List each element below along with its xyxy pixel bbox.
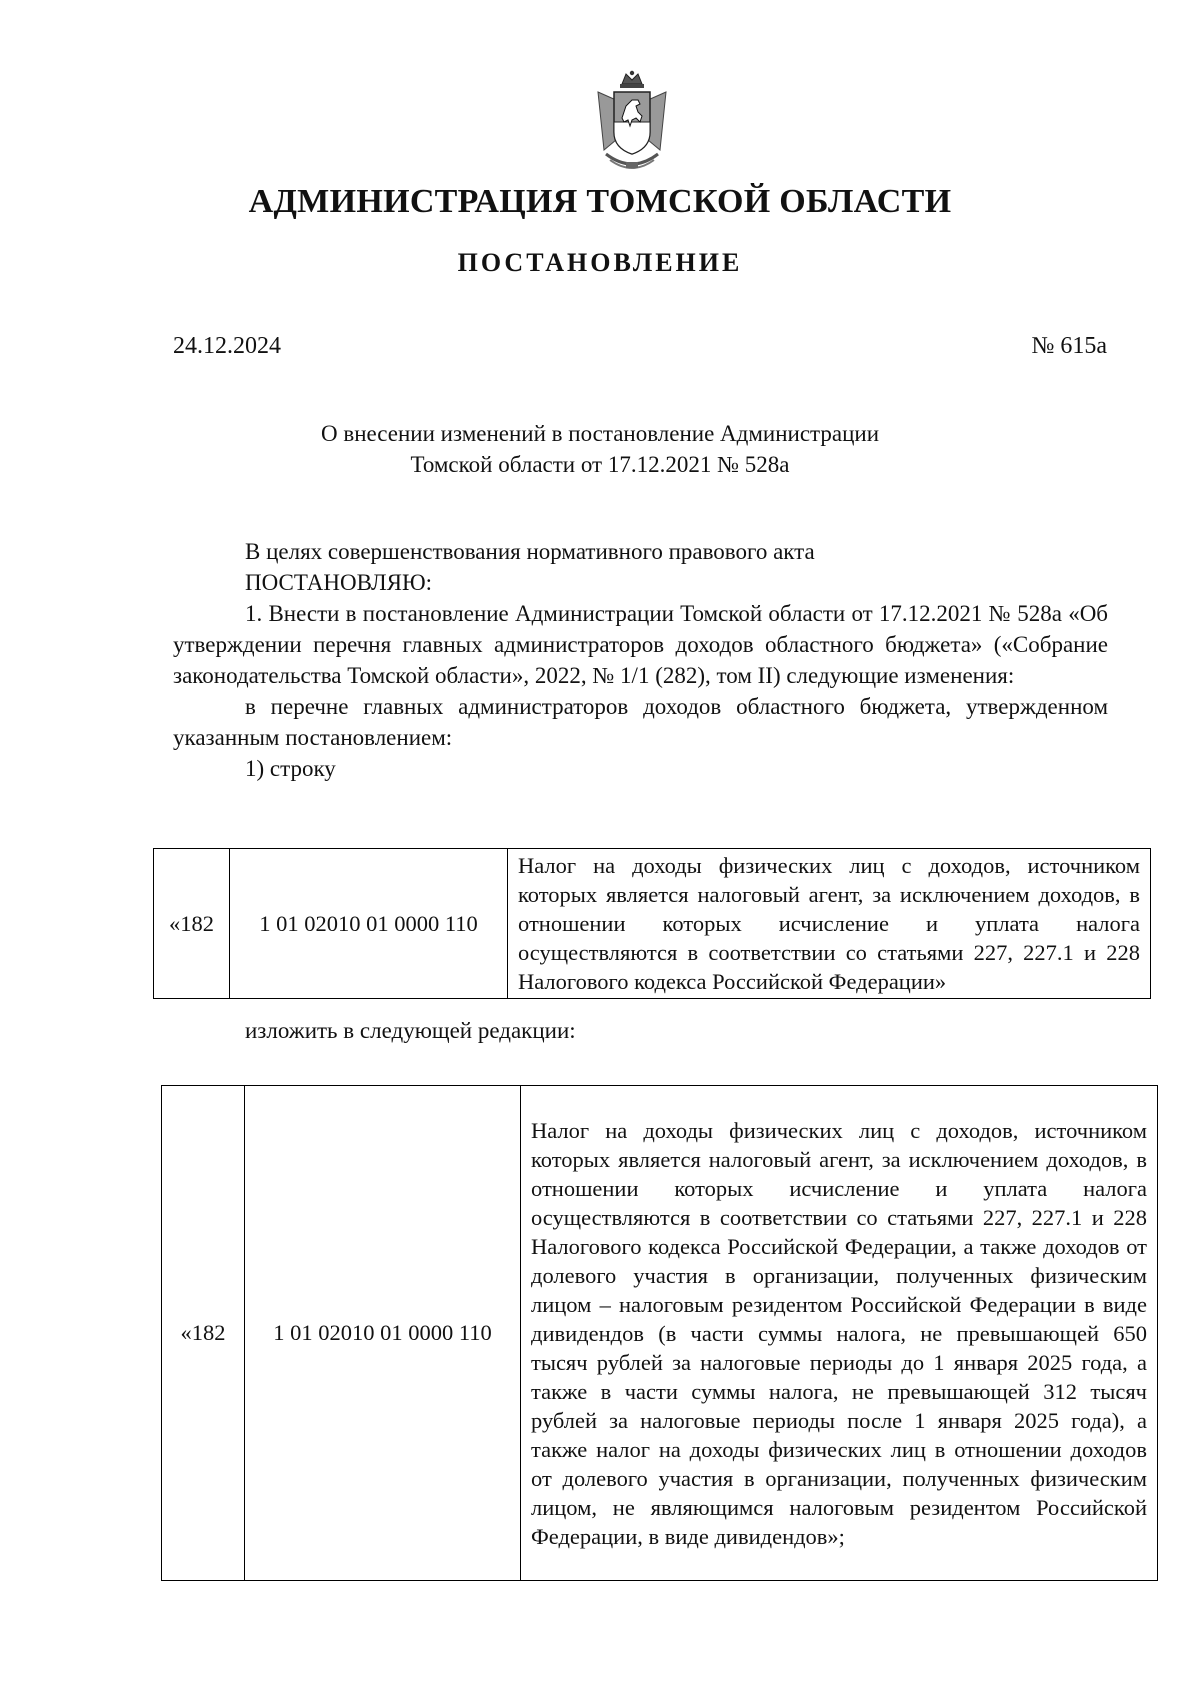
organization-title: АДМИНИСТРАЦИЯ ТОМСКОЙ ОБЛАСТИ	[248, 183, 952, 220]
revenue-code-cell: «182	[154, 849, 230, 999]
new-row-table	[161, 1085, 1158, 1581]
kbk-cell: 1 01 02010 01 0000 110	[245, 1086, 521, 1581]
revenue-name-cell: Налог на доходы физических лиц с доходов, источником которых является налоговый агент, за исключением доходов, в отношении которых исчисление и уплата налога осуществляются в соответствии со статьями 227, 227.1 и 228 Налогового кодекса Российской Федерации»	[508, 849, 1151, 999]
revenue-code-cell: «182	[162, 1086, 245, 1581]
subject-line-2: Томской области от 17.12.2021 № 528а	[410, 452, 790, 477]
sub-item-1: 1) строку	[245, 756, 336, 781]
document-body	[173, 536, 1108, 784]
item-1-paragraph: 1. Внести в постановление Администрации Томской области от 17.12.2021 № 528а «Об утверждении перечня главных администраторов доходов областного бюджета» («Собрание законодательства Томской области», 2022, № 1/1 (282), том II) следующие изменения:	[173, 601, 1108, 688]
intro-paragraph: В целях совершенствования нормативного правового акта	[245, 539, 815, 564]
old-row-table	[153, 848, 1151, 999]
revenue-name-cell: Налог на доходы физических лиц с доходов, источником которых является налоговый агент, за исключением доходов, в отношении которых исчисление и уплата налога осуществляются в соответствии со статьями 227, 227.1 и 228 Налогового кодекса Российской Федерации, а также доходов от долевого участия в организации, полученных физическим лицом – налоговым резидентом Российской Федерации в виде дивидендов (в части суммы налога, не превышающей 650 тысяч рублей за налоговые периоды до 1 января 2025 года, а также в части суммы налога, не превышающей 312 тысяч рублей за налоговые периоды после 1 января 2025 года), а также налог на доходы физических лиц в отношении доходов от долевого участия в организации, полученных физическим лицом, не являющимся налоговым резидентом Российской Федерации, в виде дивидендов»;	[521, 1086, 1158, 1581]
list-context-paragraph: в перечне главных администраторов доходов областного бюджета, утвержденном указанным постановлением:	[173, 694, 1108, 750]
kbk-cell: 1 01 02010 01 0000 110	[230, 849, 508, 999]
document-number: № 615а	[1031, 333, 1107, 359]
subject-line-1: О внесении изменений в постановление Администрации	[320, 421, 880, 446]
document-date: 24.12.2024	[173, 333, 281, 359]
replace-phrase: изложить в следующей редакции:	[245, 1018, 576, 1043]
document-subject	[0, 418, 1200, 480]
coat-of-arms-icon	[586, 70, 678, 178]
table-row	[154, 849, 1151, 999]
decree-word: ПОСТАНОВЛЯЮ:	[245, 570, 433, 595]
document-type: ПОСТАНОВЛЕНИЕ	[457, 248, 743, 277]
table-row	[162, 1086, 1158, 1581]
